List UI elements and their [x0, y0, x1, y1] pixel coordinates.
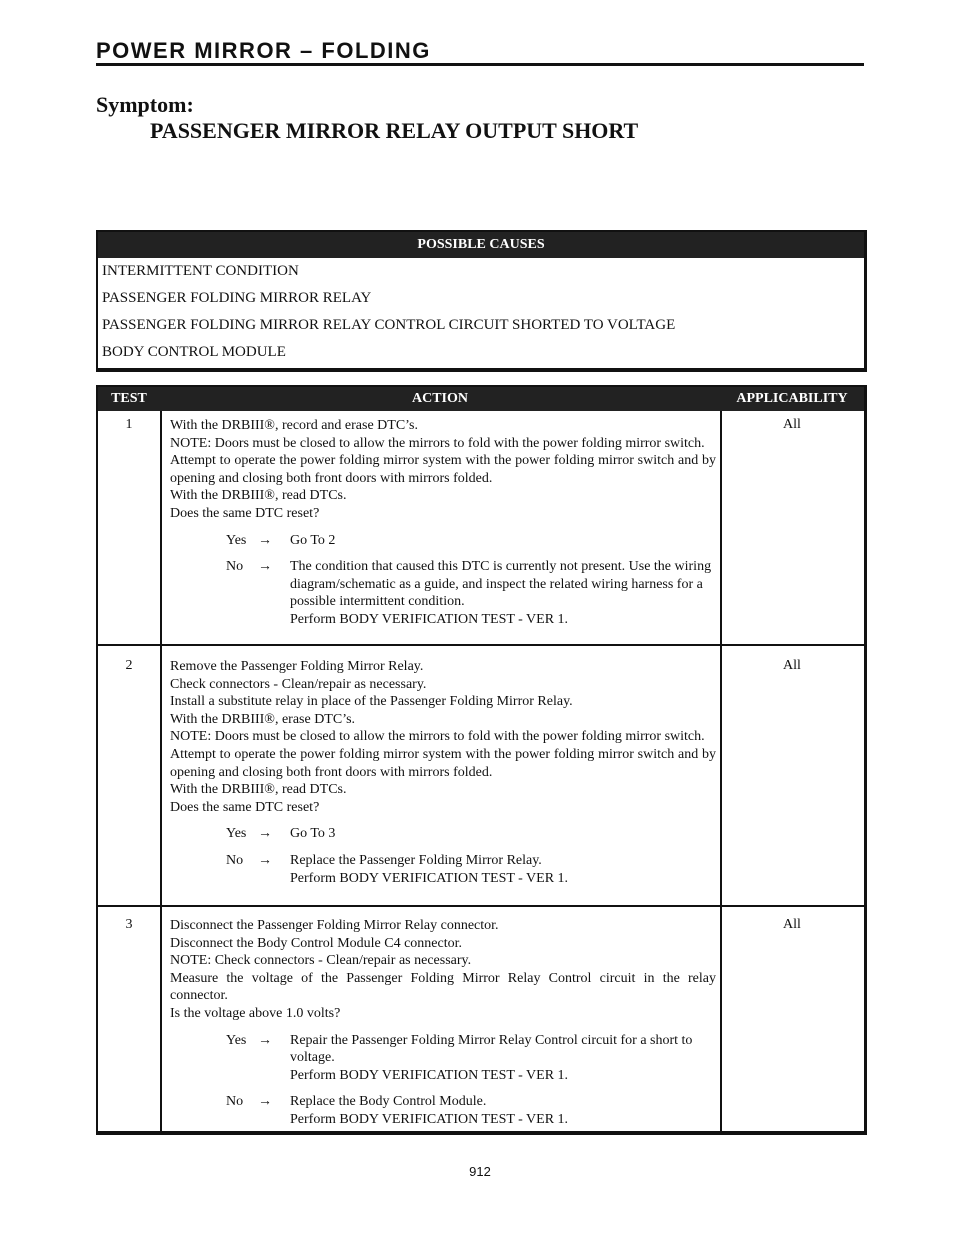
answer-line: Replace the Body Control Module. — [290, 1094, 487, 1110]
answer-label: Yes — [226, 826, 247, 842]
answer-text — [290, 852, 716, 887]
answer-line: Replace the Passenger Folding Mirror Relay. — [290, 852, 542, 868]
answer-yes — [170, 825, 716, 843]
section-title: POWER MIRROR – FOLDING — [96, 38, 431, 63]
cause-item: INTERMITTENT CONDITION — [102, 263, 299, 279]
arrow-right-icon: → — [258, 559, 272, 575]
answer-line: Perform BODY VERIFICATION TEST - VER 1. — [290, 1067, 569, 1083]
test-number: 2 — [125, 658, 133, 673]
answer-yes — [170, 532, 716, 550]
answer-line: Go To 3 — [290, 826, 336, 842]
action-step: Does the same DTC reset? — [170, 799, 320, 815]
answer-label: No — [226, 1094, 244, 1110]
action-step: NOTE: Doors must be closed to allow the mirrors to fold with the power folding mirror switch. — [170, 435, 705, 451]
header-rule — [96, 63, 864, 66]
test-action — [170, 658, 716, 887]
action-step: Remove the Passenger Folding Mirror Relay. — [170, 659, 424, 674]
action-step: Check connectors - Clean/repair as necessary. — [170, 676, 427, 692]
answer-yes — [170, 1032, 716, 1085]
answer-label: Yes — [226, 532, 247, 548]
action-step: With the DRBIII®, read DTCs. — [170, 488, 347, 504]
column-header-test: TEST — [111, 391, 147, 406]
answer-line: Repair the Passenger Folding Mirror Relay Control circuit for a short to voltage. — [290, 1032, 693, 1066]
cause-item: PASSENGER FOLDING MIRROR RELAY — [102, 290, 372, 306]
column-divider — [720, 411, 722, 1131]
answer-no — [170, 558, 716, 628]
answer-line: Perform BODY VERIFICATION TEST - VER 1. — [290, 611, 569, 627]
answer-label: Yes — [226, 1032, 247, 1048]
possible-causes-heading: POSSIBLE CAUSES — [98, 232, 864, 258]
action-step: With the DRBIII®, read DTCs. — [170, 782, 347, 798]
action-step: Install a substitute relay in place of the Passenger Folding Mirror Relay. — [170, 694, 573, 710]
answer-no — [170, 852, 716, 887]
test-applicability: All — [783, 658, 801, 673]
action-step: Attempt to operate the power folding mirror system with the power folding mirror switch and by opening and closing both front doors with mirrors folded. — [170, 453, 716, 486]
symptom-title: PASSENGER MIRROR RELAY OUTPUT SHORT — [150, 118, 639, 143]
answer-label: No — [226, 852, 244, 868]
arrow-right-icon: → — [258, 532, 272, 548]
arrow-right-icon: → — [258, 826, 272, 842]
cause-item: PASSENGER FOLDING MIRROR RELAY CONTROL CIRCUIT SHORTED TO VOLTAGE — [102, 317, 676, 333]
arrow-right-icon: → — [258, 852, 272, 868]
action-step: Attempt to operate the power folding mirror system with the power folding mirror switch and by opening and closing both front doors with mirrors folded. — [170, 746, 716, 780]
test-table-header — [98, 387, 864, 411]
symptom-label: Symptom: — [96, 92, 194, 117]
action-step: With the DRBIII®, erase DTC’s. — [170, 711, 356, 727]
answer-no — [170, 1093, 716, 1128]
page-number: 912 — [469, 1164, 491, 1179]
answer-text — [290, 1032, 716, 1085]
arrow-right-icon: → — [258, 1094, 272, 1110]
possible-causes-table — [96, 230, 867, 372]
answer-line: The condition that caused this DTC is currently not present. Use the wiring diagram/schematic as a guide, and inspect the related wiring harness for a possible intermittent condition. — [290, 559, 712, 610]
answer-text — [290, 558, 716, 628]
cause-item: BODY CONTROL MODULE — [102, 344, 286, 360]
answer-line: Perform BODY VERIFICATION TEST - VER 1. — [290, 870, 569, 886]
column-divider — [160, 411, 162, 1131]
arrow-right-icon: → — [258, 1032, 272, 1048]
action-step: Is the voltage above 1.0 volts? — [170, 1005, 341, 1021]
test-applicability: All — [783, 917, 801, 932]
column-header-action: ACTION — [411, 391, 468, 406]
action-step: NOTE: Check connectors - Clean/repair as necessary. — [170, 953, 472, 969]
answer-line: Perform BODY VERIFICATION TEST - VER 1. — [290, 1111, 569, 1127]
row-divider — [98, 905, 864, 907]
answer-label: No — [226, 559, 244, 575]
test-action — [170, 917, 716, 1129]
test-procedure-table — [96, 385, 867, 1135]
action-step: Does the same DTC reset? — [170, 505, 320, 521]
test-number: 1 — [125, 417, 133, 432]
action-step: Disconnect the Body Control Module C4 connector. — [170, 935, 463, 951]
test-applicability: All — [783, 417, 801, 432]
test-action — [170, 417, 716, 629]
action-step: Disconnect the Passenger Folding Mirror Relay connector. — [170, 918, 499, 933]
action-step: With the DRBIII®, record and erase DTC’s. — [170, 418, 419, 433]
action-step: Measure the voltage of the Passenger Folding Mirror Relay Control circuit in the relay connector. — [170, 970, 716, 1004]
answer-text — [290, 1093, 716, 1128]
answer-text — [290, 825, 716, 843]
column-header-applicability: APPLICABILITY — [736, 391, 848, 406]
row-divider — [98, 644, 864, 646]
action-step: NOTE: Doors must be closed to allow the mirrors to fold with the power folding mirror switch. — [170, 729, 705, 745]
answer-line: Go To 2 — [290, 532, 336, 548]
test-number: 3 — [125, 917, 133, 932]
answer-text — [290, 532, 716, 550]
